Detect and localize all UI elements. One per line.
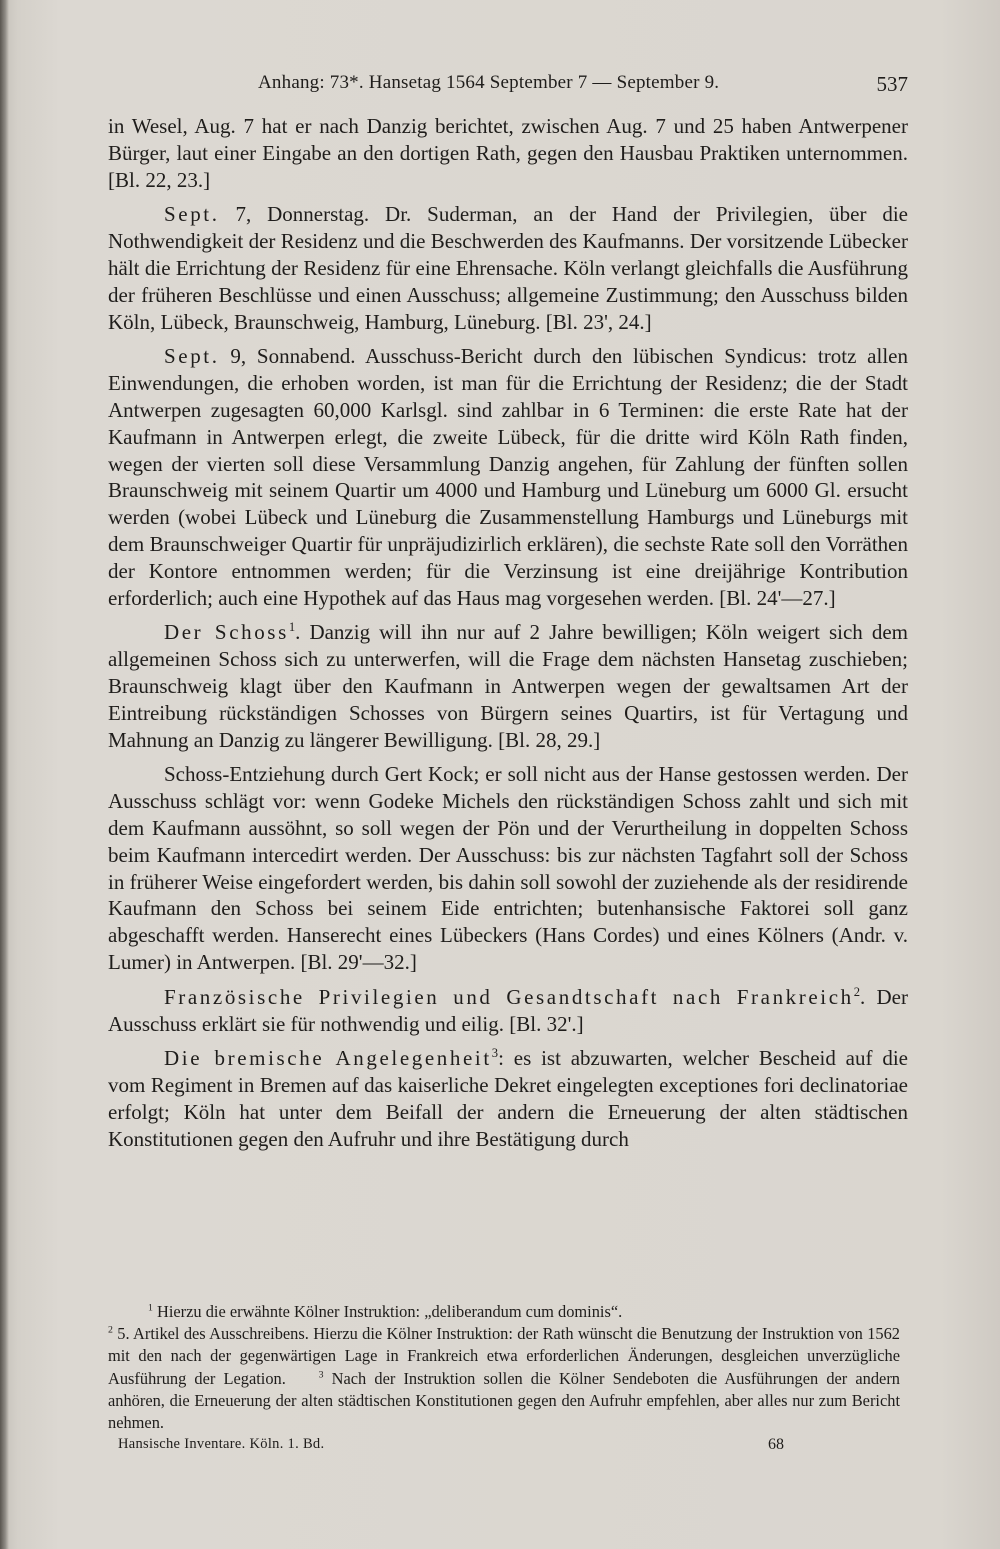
section-heading: Die bremische Angelegenheit: [164, 1046, 492, 1071]
main-text: [108, 113, 908, 1160]
paragraph-text: Schoss-Entziehung durch Gert Kock; er soll nicht aus der Hanse gestossen werden. Der Ausschuss schlägt vor: wenn Godeke Michels den rückständigen Schoss zahlt und sich mit dem Kaufmann aussöhnt, so soll wegen der Pön und der Verurtheilung in doppelten Schoss beim Kaufmann intercedirt werden. Der Ausschuss: bis zur nächsten Tagfahrt soll der Schoss in früherer Weise eingefordert werden, bis dahin soll sowohl der zuziehende als der residirende Kaufmann den Schoss bei seinem Eide entrichten; butenhansische Faktorei soll ganz abgeschafft werden. Hanserecht eines Lübeckers (Hans Cordes) und eines Kölners (Andr. v. Lumer) in Antwerpen. [Bl. 29'—32.]: [108, 762, 908, 974]
paragraph-text: in Wesel, Aug. 7 hat er nach Danzig berichtet, zwischen Aug. 7 und 25 haben Antwerpener Bürger, laut einer Eingabe an den dortigen Rath, gegen den Hausbau Praktiken unternommen. [Bl. 22, 23.]: [108, 114, 908, 192]
footnote-marker: 1: [148, 1302, 153, 1314]
paragraph-text: 7, Donnerstag. Dr. Suderman, an der Hand der Privilegien, über die Nothwendigkeit der Residenz und die Beschwerden des Kaufmanns. Der vorsitzende Lübecker hält die Errichtung der Residenz für eine Ehrensache. Köln verlangt gleichfalls die Ausführung der früheren Beschlüsse und einen Ausschuss; allgemeine Zustimmung; den Ausschuss bilden Köln, Lübeck, Braunschweig, Hamburg, Lüneburg. [Bl. 23', 24.]: [108, 202, 908, 334]
footnote-marker: 2: [853, 984, 861, 999]
paragraph-schoss-entziehung: [108, 761, 908, 975]
paragraph-text: . Der Ausschuss erklärt sie für nothwendig und eilig. [Bl. 32'.]: [108, 984, 908, 1036]
paragraph-bremen: [108, 1045, 908, 1152]
footnote-1: [108, 1301, 900, 1323]
footnote-marker: 1: [288, 620, 296, 635]
sheet-number: 68: [768, 1436, 784, 1453]
section-heading: Französische Privilegien und Gesandtschaft nach Frankreich: [164, 984, 854, 1009]
footnote-marker: 3: [491, 1046, 499, 1061]
section-heading: Der Schoss: [164, 620, 289, 645]
footnote-marker: 3: [318, 1369, 324, 1381]
footnote-marker: 2: [108, 1324, 113, 1336]
running-head: Anhang: 73*. Hansetag 1564 September 7 — September 9.: [258, 72, 720, 93]
page-header: [108, 66, 908, 100]
footnotes: [108, 1301, 900, 1434]
paragraph-text: : es ist abzuwarten, welcher Bescheid auf die vom Regiment in Bremen auf das kaiserliche Dekret eingelegten exceptiones fori declinatoriae erfolgt; Köln hat unter dem Beifall der andern die Erneuerung der alten städtischen Konstitutionen gegen den Aufruhr und ihre Bestätigung durch: [108, 1046, 908, 1151]
paragraph-text: . Danzig will ihn nur auf 2 Jahre bewilligen; Köln weigert sich dem allgemeinen Schoss sich zu unterwerfen, will die Frage dem nächsten Hansetag zuschieben; Braunschweig klagt über den Kaufmann in Antwerpen wegen der gewaltsamen Art der Eintreibung rückständigen Schosses von Bürgern seines Quartirs, ist für Vertagung und Mahnung an Danzig zu längerer Bewilligung. [Bl. 28, 29.]: [108, 620, 908, 752]
sheet-signature: Hansische Inventare. Köln. 1. Bd.: [118, 1436, 325, 1452]
date-heading: Sept.: [164, 344, 220, 369]
paragraph-text: 9, Sonnabend. Ausschuss-Bericht durch den lübischen Syndicus: trotz allen Einwendungen, die erhoben worden, ist man für die Errichtung der Residenz; die der Stadt Antwerpen zugesagten 60,000 Karlsgl. sind zahlbar in 6 Terminen: die erste Rate hat der Kaufmann in Antwerpen erlegt, die zweite Lübeck, für die dritte wird Köln Rath finden, wegen der vierten soll diese Versammlung Danzig angehen, für Zahlung der fünften sollen Braunschweig mit seinem Quartir um 4000 und Hamburg und Lüneburg um 6000 Gl. ersucht werden (wobei Lübeck und Lüneburg die Zusammenstellung Hamburgs und Lüneburgs mit dem Braunschweiger Quartir für unpräjudizirlich erklären), die sechste Rate soll den Vorräthen der Kontore entnommen werden; für die Verzinsung ist eine dreijährige Kontribution erforderlich; auch eine Hypothek auf das Haus mag vorgesehen werden. [Bl. 24'—27.]: [108, 344, 908, 610]
paragraph-sept-9: [108, 343, 908, 611]
footnote-text: Hierzu die erwähnte Kölner Instruktion: „deliberandum cum dominis“.: [152, 1302, 623, 1321]
book-spine-shadow: [0, 0, 9, 1549]
date-heading: Sept.: [164, 202, 220, 227]
footnote-text: Nach der Instruktion sollen die Kölner Sendeboten die Ausführungen der andern anhören, die Erneuerung der alten städtischen Konstitutionen gegen den Aufruhr empfehlen, aber alles nur zum Bericht nehmen.: [108, 1368, 900, 1433]
footnote-text: 5. Artikel des Ausschreibens. Hierzu die Kölner Instruktion: der Rath wünscht die Benutzung der Instruktion von 1562 mit den nach der gegenwärtigen Lage in Frankreich etwa erforderlichen Änderungen, desgleichen unverzügliche Ausführung der Legation.: [108, 1324, 900, 1388]
page-footer: [108, 1436, 868, 1460]
footnote-2-and-3: [108, 1323, 900, 1434]
paragraph-wesel: [108, 113, 908, 193]
paragraph-frankreich: [108, 984, 908, 1038]
page-number: 537: [876, 72, 908, 96]
paragraph-sept-7: [108, 201, 908, 335]
paragraph-schoss: [108, 619, 908, 753]
